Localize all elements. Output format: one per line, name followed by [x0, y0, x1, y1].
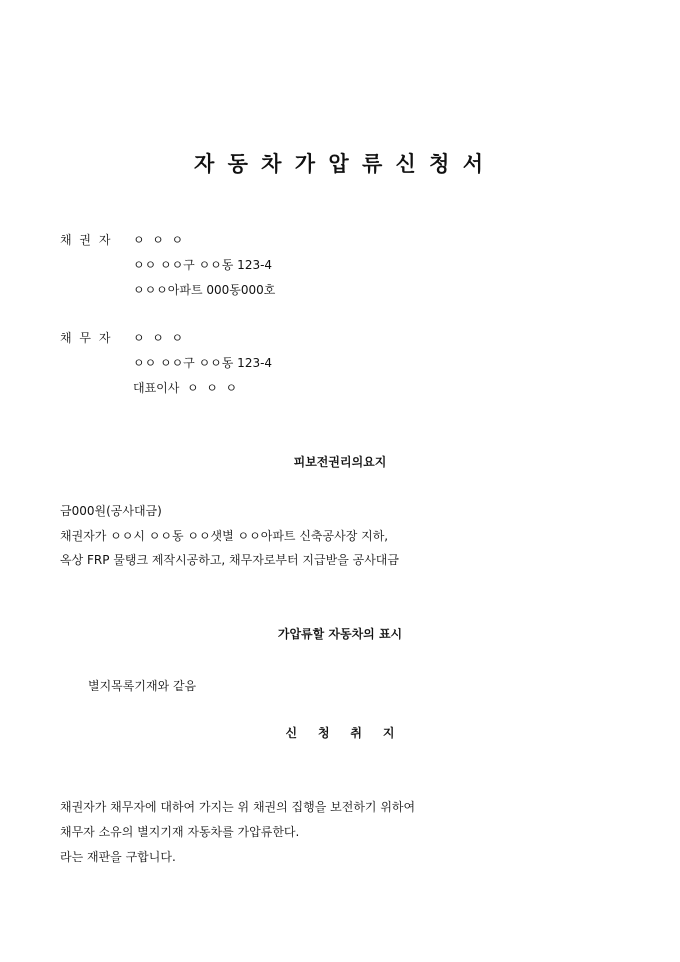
claim-line: 금000원(공사대금)	[60, 504, 162, 518]
purpose-line: 채무자 소유의 별지기재 자동차를 가압류한다.	[60, 825, 300, 839]
vehicle-description: 별지목록기재와 같음	[88, 679, 197, 693]
debtor-representative: 대표이사 ㅇ ㅇ ㅇ	[133, 381, 238, 395]
creditor-name: ㅇ ㅇ ㅇ	[133, 233, 184, 247]
creditor-address-detail: ㅇㅇㅇ아파트 000동000호	[133, 283, 276, 297]
document-title: 자 동 차 가 압 류 신 청 서	[193, 151, 487, 176]
claim-line: 옥상 FRP 물탱크 제작시공하고, 채무자로부터 지급받을 공사대금	[60, 553, 399, 567]
purpose-line: 채권자가 채무자에 대하여 가지는 위 채권의 집행을 보전하기 위하여	[60, 800, 416, 814]
debtor-label: 채 무 자	[60, 331, 113, 345]
purpose-heading: 신 청 취 지	[285, 726, 395, 740]
claim-heading: 피보전권리의요지	[293, 455, 387, 469]
debtor-address: ㅇㅇ ㅇㅇ구 ㅇㅇ동 123-4	[133, 356, 273, 370]
debtor-name: ㅇ ㅇ ㅇ	[133, 331, 184, 345]
vehicle-heading: 가압류할 자동차의 표시	[277, 627, 403, 641]
purpose-line: 라는 재판을 구합니다.	[60, 850, 176, 864]
claim-line: 채권자가 ㅇㅇ시 ㅇㅇ동 ㅇㅇ샛별 ㅇㅇ아파트 신축공사장 지하,	[60, 529, 389, 543]
creditor-address: ㅇㅇ ㅇㅇ구 ㅇㅇ동 123-4	[133, 258, 273, 272]
creditor-label: 채 권 자	[60, 233, 113, 247]
